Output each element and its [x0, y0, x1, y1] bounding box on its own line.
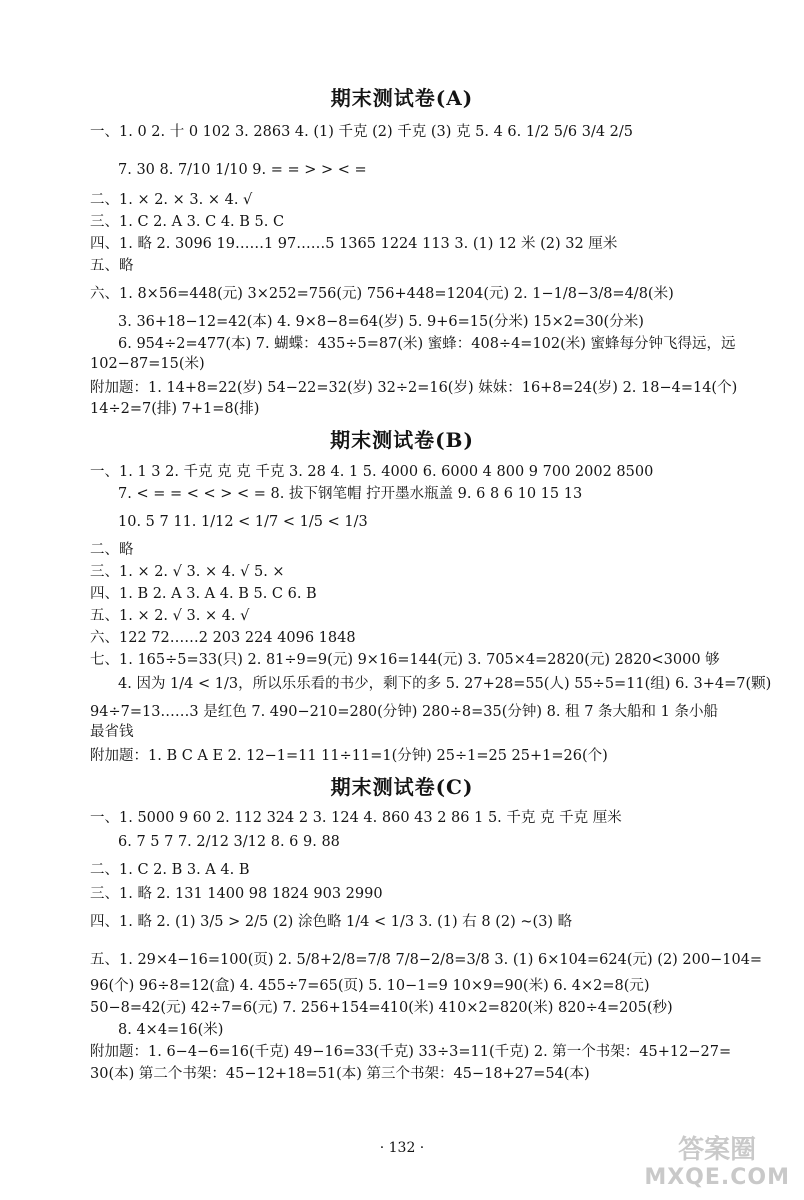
section-a-line: 附加题：1. 14+8=22(岁) 54−22=32(岁) 32÷2=16(岁) 妹妹：16+8=24(岁) 2. 18−4=14(个) — [90, 380, 738, 396]
section-a-title: 期末测试卷(A) — [330, 86, 474, 110]
section-b-line: 一、1. 1 3 2. 千克 克 克 千克 3. 28 4. 1 5. 4000 6. 6000 4 800 9 700 2002 8500 — [90, 464, 654, 480]
section-b-line: 7. < = = < < > < = 8. 拔下钢笔帽 拧开墨水瓶盖 9. 6 8 6 10 15 13 — [118, 486, 583, 502]
section-c-line: 6. 7 5 7 7. 2/12 3/12 8. 6 9. 88 — [118, 834, 340, 850]
section-b-line: 94÷7=13……3 是红色 7. 490−210=280(分钟) 280÷8=35(分钟) 8. 租 7 条大船和 1 条小船 — [90, 704, 718, 720]
section-c-line: 附加题：1. 6−4−6=16(千克) 49−16=33(千克) 33÷3=11(千克) 2. 第一个书架：45+12−27= — [90, 1044, 732, 1060]
watermark-bottom: MXQE.COM — [644, 1165, 790, 1190]
watermark-logo — [644, 1136, 790, 1192]
section-c-line: 一、1. 5000 9 60 2. 112 324 2 3. 124 4. 860 43 2 86 1 5. 千克 克 千克 厘米 — [90, 810, 622, 826]
section-a-line: 14÷2=7(排) 7+1=8(排) — [90, 401, 260, 417]
section-b-line: 五、1. × 2. √ 3. × 4. √ — [90, 608, 250, 624]
watermark-top: 答案圈 — [678, 1135, 757, 1165]
section-b-line: 最省钱 — [90, 724, 134, 740]
section-b-line: 六、122 72……2 203 224 4096 1848 — [90, 630, 356, 646]
section-a-line: 五、略 — [90, 258, 134, 274]
section-a-line: 二、1. × 2. × 3. × 4. √ — [90, 192, 253, 208]
section-b-line: 七、1. 165÷5=33(只) 2. 81÷9=9(元) 9×16=144(元) 3. 705×4=2820(元) 2820<3000 够 — [90, 652, 720, 668]
section-a-line: 四、1. 略 2. 3096 19……1 97……5 1365 1224 113 3. (1) 12 米 (2) 32 厘米 — [90, 236, 618, 252]
section-c-line: 96(个) 96÷8=12(盒) 4. 455÷7=65(页) 5. 10−1=9 10×9=90(米) 6. 4×2=8(元) — [90, 978, 650, 994]
section-b-line: 附加题：1. B C A E 2. 12−1=11 11÷11=1(分钟) 25÷1=25 25+1=26(个) — [90, 748, 608, 764]
section-c-line: 五、1. 29×4−16=100(页) 2. 5/8+2/8=7/8 7/8−2/8=3/8 3. (1) 6×104=624(元) (2) 200−104= — [90, 952, 763, 968]
section-a-line: 7. 30 8. 7/10 1/10 9. = = > > < = — [118, 162, 367, 178]
section-a-line: 一、1. 0 2. 十 0 102 3. 2863 4. (1) 千克 (2) 千克 (3) 克 5. 4 6. 1/2 5/6 3/4 2/5 — [90, 124, 634, 140]
section-a-line: 102−87=15(米) — [90, 356, 205, 372]
section-c-line: 50−8=42(元) 42÷7=6(元) 7. 256+154=410(米) 410×2=820(米) 820÷4=205(秒) — [90, 1000, 673, 1016]
section-c-line: 三、1. 略 2. 131 1400 98 1824 903 2990 — [90, 886, 383, 902]
section-c-line: 30(本) 第二个书架：45−12+18=51(本) 第三个书架：45−18+27=54(本) — [90, 1066, 590, 1082]
section-c-line: 二、1. C 2. B 3. A 4. B — [90, 862, 250, 878]
section-a-line: 3. 36+18−12=42(本) 4. 9×8−8=64(岁) 5. 9+6=15(分米) 15×2=30(分米) — [118, 314, 644, 330]
section-c-line: 四、1. 略 2. (1) 3/5 > 2/5 (2) 涂色略 1/4 < 1/3 3. (1) 右 8 (2) ~(3) 略 — [90, 914, 573, 930]
page-number: · 132 · — [379, 1140, 425, 1156]
section-a-line: 六、1. 8×56=448(元) 3×252=756(元) 756+448=1204(元) 2. 1−1/8−3/8=4/8(米) — [90, 286, 674, 302]
section-b-line: 四、1. B 2. A 3. A 4. B 5. C 6. B — [90, 586, 317, 602]
section-b-line: 4. 因为 1/4 < 1/3，所以乐乐看的书少，剩下的多 5. 27+28=55(人) 55÷5=11(组) 6. 3+4=7(颗) — [118, 676, 772, 692]
section-b-line: 三、1. × 2. √ 3. × 4. √ 5. × — [90, 564, 285, 580]
section-b-line: 10. 5 7 11. 1/12 < 1/7 < 1/5 < 1/3 — [118, 514, 368, 530]
section-c-line: 8. 4×4=16(米) — [118, 1022, 224, 1038]
section-a-line: 6. 954÷2=477(本) 7. 蝴蝶：435÷5=87(米) 蜜蜂：408÷4=102(米) 蜜蜂每分钟飞得远，远 — [118, 336, 736, 352]
section-b-title: 期末测试卷(B) — [330, 428, 474, 452]
section-c-title: 期末测试卷(C) — [330, 775, 474, 799]
section-b-line: 二、略 — [90, 542, 134, 558]
section-a-line: 三、1. C 2. A 3. C 4. B 5. C — [90, 214, 285, 230]
